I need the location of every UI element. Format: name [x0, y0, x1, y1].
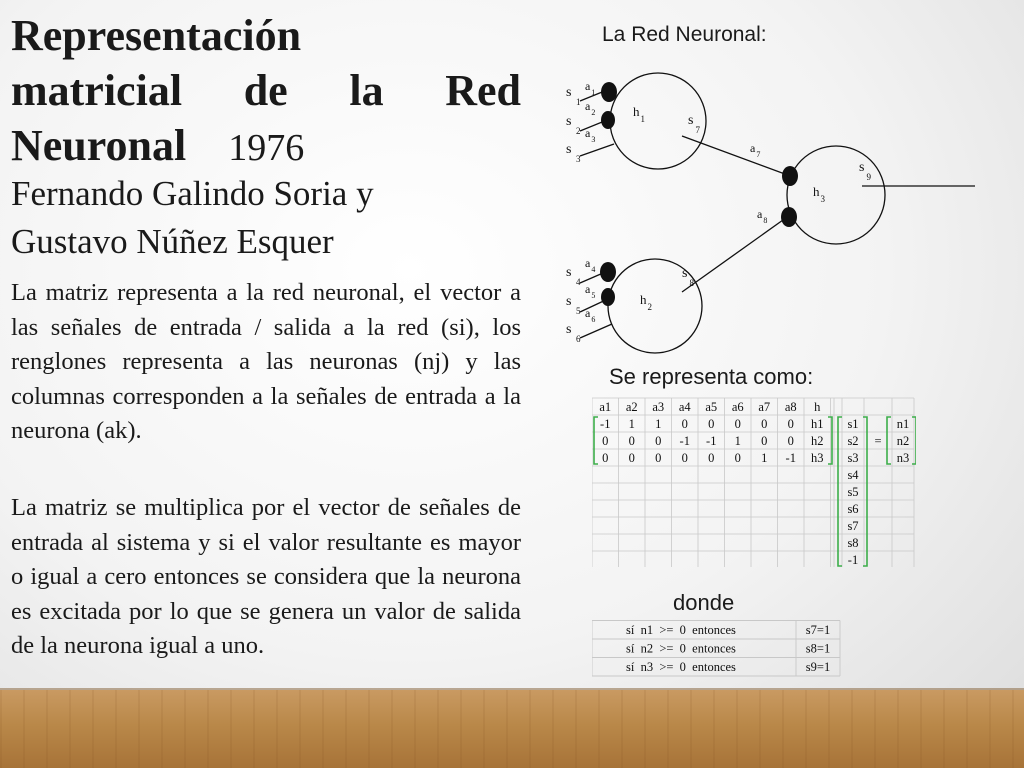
matrix-cell: 0 [655, 434, 662, 448]
matrix-cell: 0 [628, 451, 635, 465]
condition-result: s7=1 [805, 623, 831, 637]
vector-n-left-bracket [887, 417, 891, 464]
vector-s-cell: s5 [847, 485, 859, 499]
paragraph-multiplication-description: La matriz se multiplica por el vector de señales de entrada al sistema y si el valor resultante es mayor o igual a cero entonces se considera que la neurona es excitada por lo que se genera un valor de salida de la neurona igual a uno. [11, 494, 521, 659]
matrix-cell: 0 [734, 417, 741, 431]
signal-label-s2: s2 [566, 114, 581, 136]
matrix-cell: 0 [681, 417, 688, 431]
author-2: Gustavo Núñez Esquer [11, 222, 334, 261]
title-line-1: Representación [11, 11, 302, 60]
vector-s-cell: s4 [847, 468, 859, 482]
matrix-cell: 0 [761, 417, 768, 431]
matrix-header-cell: a3 [652, 400, 665, 414]
matrix-cell: -1 [679, 434, 690, 448]
condition-result: s8=1 [805, 641, 831, 656]
matrix-cell: 0 [602, 451, 609, 465]
condition-text: sí n2 >= 0 entonces [626, 641, 736, 656]
paragraph-matrix-description: La matriz representa a la red neuronal, el vector a las señales de entrada / salida a la red (si), los renglones representa a las neuronas (nj) y las columnas corresponden a la señales de entrada a la neurona (ak). [11, 279, 521, 444]
vector-s-cell: s1 [847, 417, 859, 431]
signal-label-s6: s6 [566, 322, 581, 344]
matrix-header-cell: a8 [784, 400, 797, 414]
matrix-cell: 0 [734, 451, 741, 465]
weight-label-a8: $a_8$ [757, 207, 768, 225]
signal-label-s4: s4 [566, 265, 581, 287]
matrix-cell: -1 [600, 417, 611, 431]
weight-node-a4 [600, 262, 616, 282]
matrix-header-cell: a7 [758, 400, 771, 414]
condition-table [592, 620, 841, 677]
condition-text: sí n1 >= 0 entonces [626, 623, 736, 637]
matrix-table [592, 396, 916, 567]
signal-label-s9: $s_9$ [859, 160, 871, 182]
matrix-cell: 0 [787, 434, 794, 448]
matrix-header-cell: a1 [599, 400, 612, 414]
weight-label-a5: $a_5$ [585, 282, 596, 300]
title-year: 1976 [228, 127, 305, 169]
matrix-cell: 1 [628, 417, 635, 431]
signal-label-s3: s3 [566, 142, 581, 164]
matrix-header-cell: a6 [731, 400, 744, 414]
matrix-cell: -1 [785, 451, 796, 465]
matrix-cell: -1 [706, 434, 717, 448]
signal-label-s8: $s_8$ [682, 266, 694, 288]
matrix-header-cell: a5 [705, 400, 718, 414]
vector-n-cell: n3 [896, 451, 910, 465]
matrix-cell: 1 [734, 434, 741, 448]
title-neuronal: Neuronal [11, 121, 187, 170]
matrix-header-cell: a4 [678, 400, 691, 414]
matrix-cell: h1 [811, 417, 824, 431]
weight-node-a2 [601, 111, 615, 129]
matrix-cell: 0 [708, 451, 715, 465]
vector-s-cell: -1 [847, 553, 859, 567]
vector-s-cell: s6 [847, 502, 859, 516]
vector-n-cell: n1 [896, 417, 910, 431]
author-1: Fernando Galindo Soria y [11, 174, 374, 213]
signal-label-s5: s5 [566, 294, 581, 316]
condition-result: s9=1 [805, 660, 831, 674]
weight-label-a6: $a_6$ [585, 306, 596, 324]
matrix-cell: 1 [655, 417, 662, 431]
vector-n-cell: n2 [896, 434, 910, 448]
signal-label-s1: s1 [566, 85, 581, 107]
matrix-cell: h3 [811, 451, 824, 465]
matrix-cell: 1 [761, 451, 768, 465]
weight-label-a7: $a_7$ [750, 141, 761, 159]
network-label: La Red Neuronal: [602, 23, 767, 46]
vector-s-left-bracket [838, 417, 842, 566]
vector-s-cell: s3 [847, 451, 859, 465]
weight-node-a5 [601, 288, 615, 306]
vector-s-cell: s8 [847, 536, 859, 550]
weight-node-a8 [781, 207, 797, 227]
matrix-header-cell: h [814, 400, 821, 414]
matrix-cell: 0 [787, 417, 794, 431]
matrix-cell: 0 [761, 434, 768, 448]
title-line-2: matricial de la Red [11, 66, 521, 115]
weight-label-a1: $a_1$ [585, 79, 596, 97]
weight-label-a4: $a_4$ [585, 256, 596, 274]
representation-label: Se representa como: [609, 364, 814, 389]
matrix-cell: 0 [708, 417, 715, 431]
vector-s-cell: s2 [847, 434, 859, 448]
weight-label-a2: $a_2$ [585, 99, 596, 117]
weight-node-a1 [601, 82, 617, 102]
matrix-cell: 0 [602, 434, 609, 448]
donde-label: donde [673, 590, 735, 615]
neuron-label-h1: $h_1$ [633, 104, 645, 124]
matrix-header-cell: a2 [625, 400, 638, 414]
weight-label-a3: $a_3$ [585, 126, 596, 144]
matrix-cell: h2 [811, 434, 824, 448]
signal-label-s7: $s_7$ [688, 113, 700, 135]
weight-node-a7 [782, 166, 798, 186]
equals-sign: = [874, 434, 882, 448]
matrix-cell: 0 [681, 451, 688, 465]
condition-text: sí n3 >= 0 entonces [626, 660, 736, 674]
neuron-label-h2: $h_2$ [640, 292, 652, 312]
matrix-left-bracket [594, 417, 598, 464]
matrix-cell: 0 [628, 434, 635, 448]
matrix-cell: 0 [655, 451, 662, 465]
neuron-label-h3: $h_3$ [813, 184, 825, 204]
matrix-right-bracket [828, 417, 832, 464]
vector-s-cell: s7 [847, 519, 859, 533]
vector-s-right-bracket [863, 417, 867, 566]
